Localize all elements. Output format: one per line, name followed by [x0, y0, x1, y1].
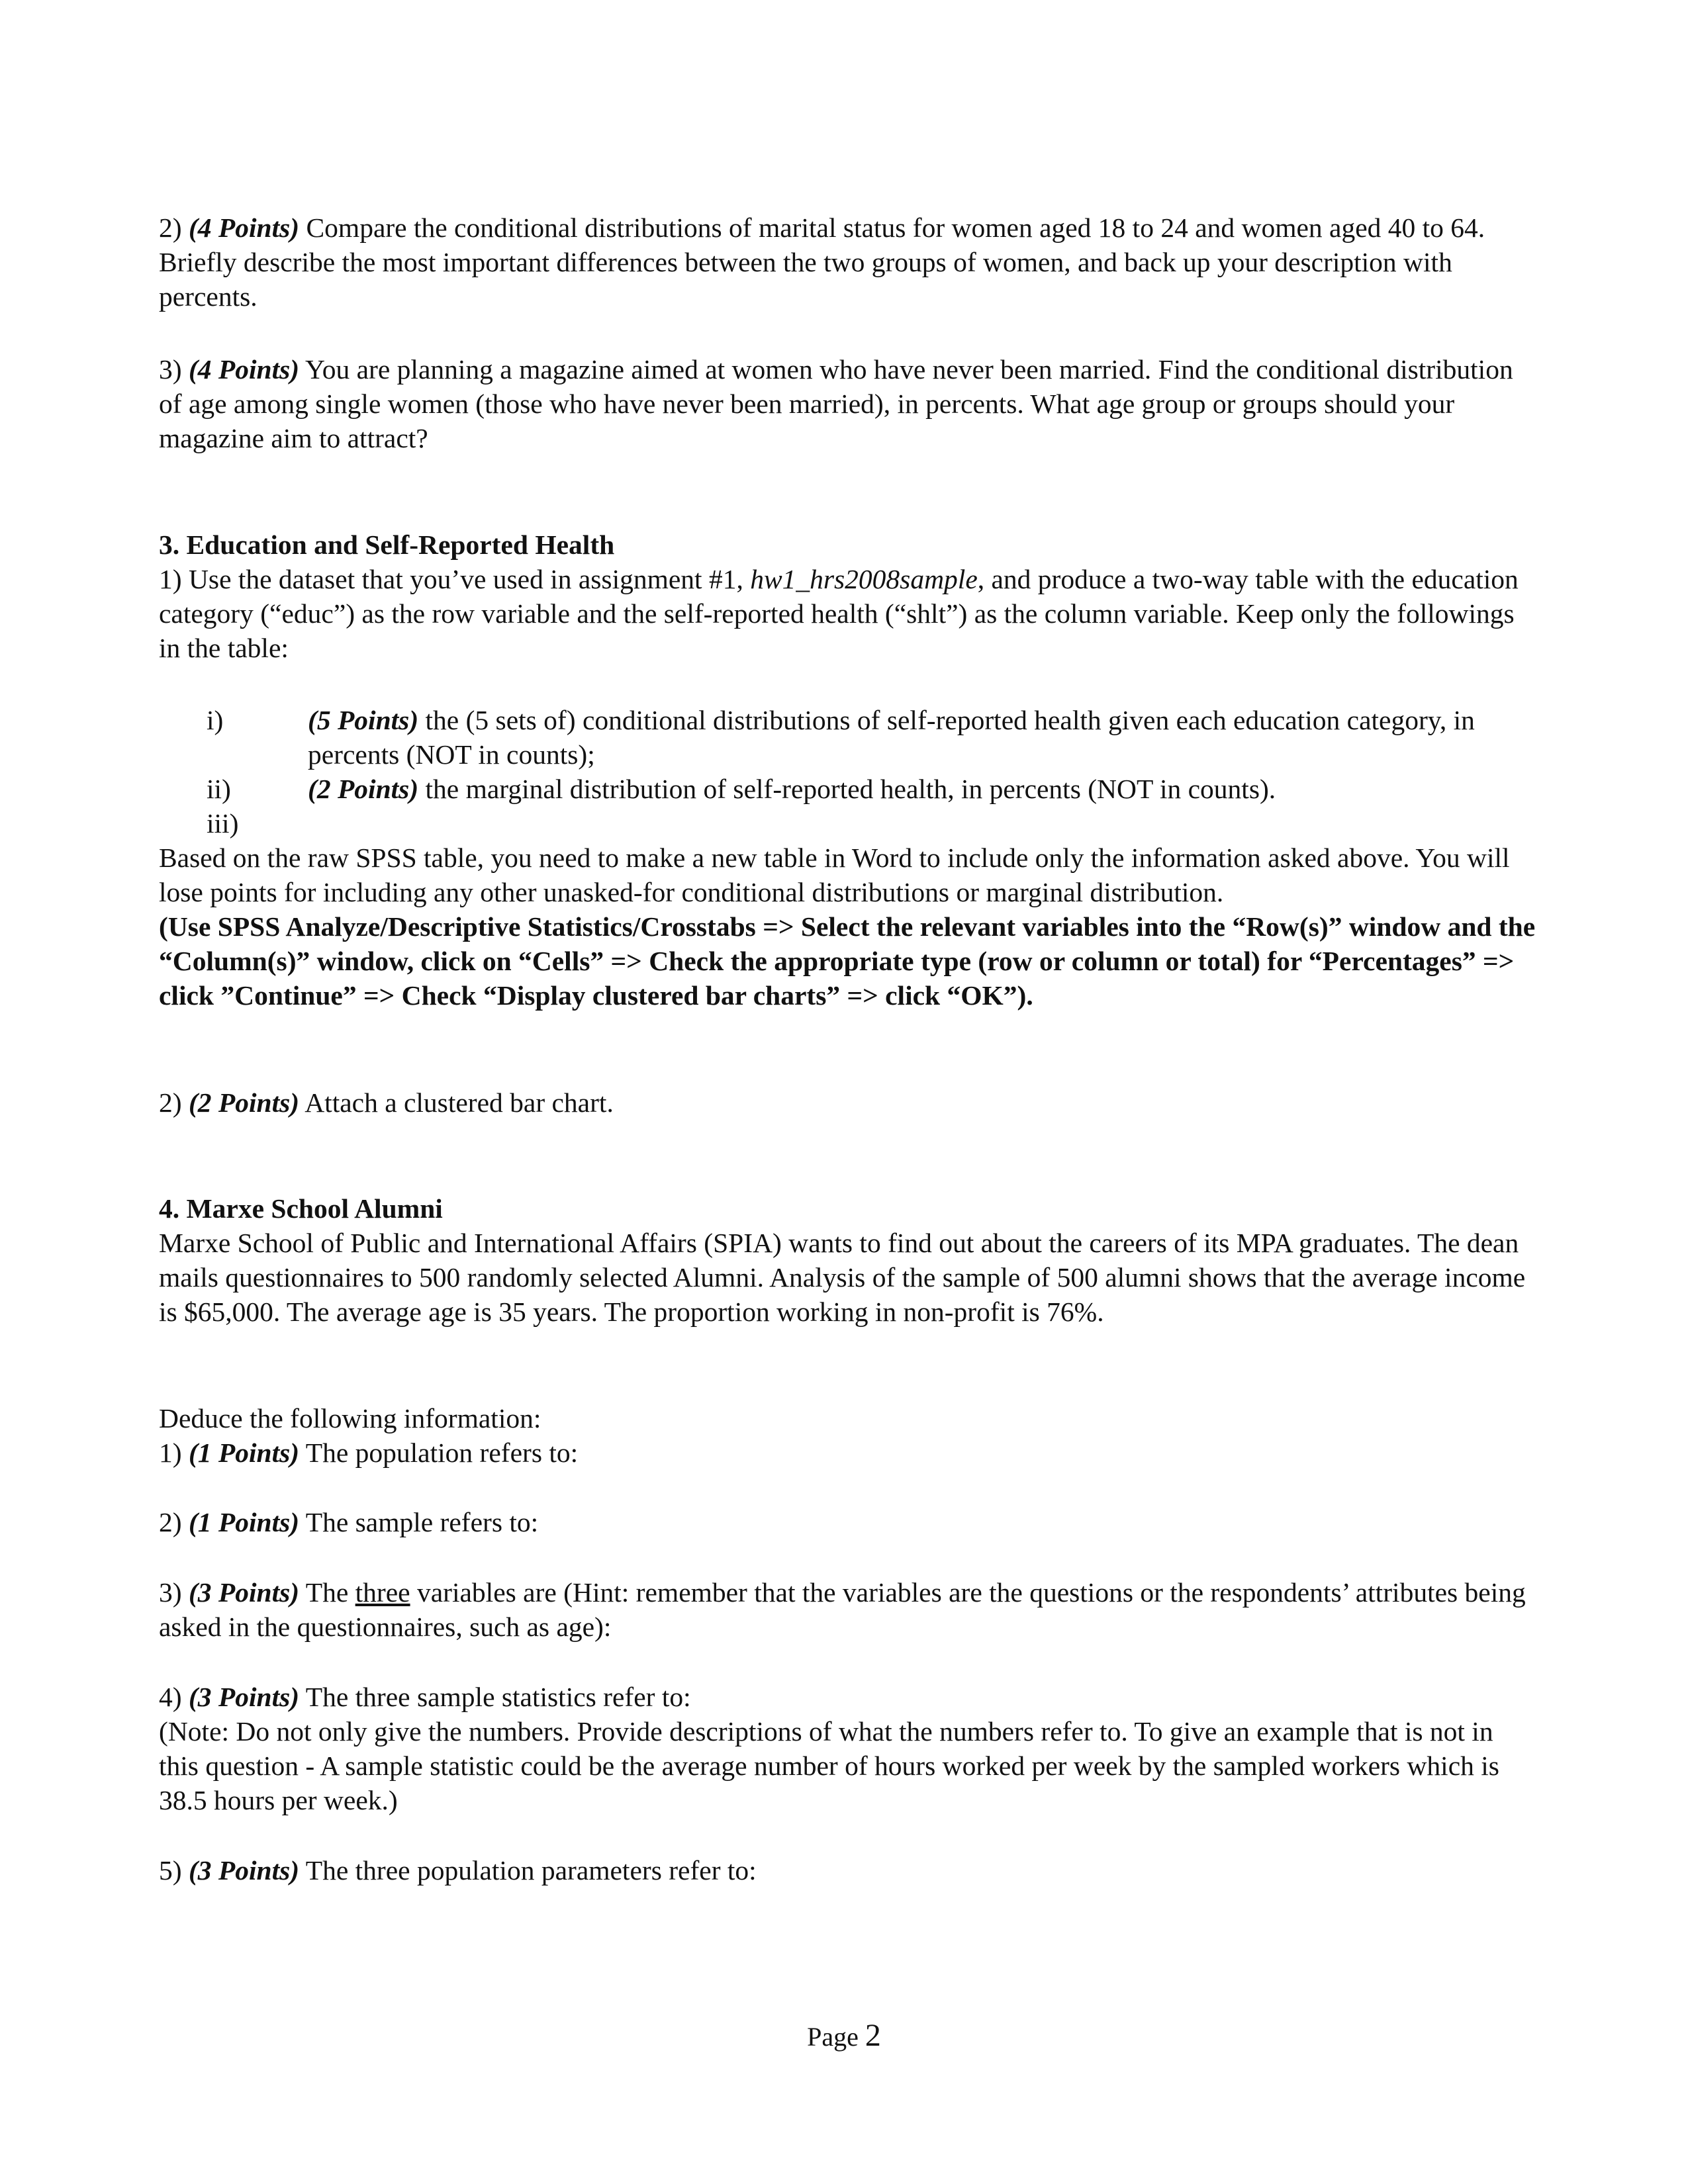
list-item-text: the (5 sets of) conditional distributions of self-reported health given each education category, in percents (NOT in counts);: [308, 705, 1475, 770]
points-label: (3 Points): [188, 1855, 300, 1886]
question-text: The: [299, 1577, 355, 1608]
question-text: The three sample statistics refer to:: [299, 1682, 691, 1712]
spss-instructions: (Use SPSS Analyze/Descriptive Statistics/Crosstabs => Select the relevant variables into the “Row(s)” window and the “Column(s)” window, click on “Cells” => Check the appropriate type (row or column or total) for “Percentages” => click ”Continue” => Check “Display clustered bar charts” => click “OK”).: [159, 911, 1536, 1011]
points-label: (4 Points): [188, 212, 300, 243]
question-2-3: [159, 352, 1536, 455]
question-text: 1) Use the dataset that you’ve used in assignment #1,: [159, 564, 751, 594]
underlined-word: three: [355, 1577, 410, 1608]
section-3-heading: 3. Education and Self-Reported Health: [159, 529, 615, 560]
points-label: (3 Points): [188, 1577, 300, 1608]
section-3-instructions: [159, 841, 1536, 1013]
question-number: 5): [159, 1855, 189, 1886]
section-4-question-3: [159, 1575, 1536, 1644]
question-number: 1): [159, 1437, 189, 1468]
section-3-subitems: [159, 703, 1536, 842]
points-label: (4 Points): [188, 354, 300, 385]
section-4-question-5: [159, 1853, 1536, 1888]
question-text-cont: variables are (Hint: remember that the variables are the questions or the respondents’ attributes being asked in the questionnaires, such as age):: [159, 1577, 1526, 1642]
points-label: (3 Points): [188, 1682, 300, 1712]
points-label: (1 Points): [188, 1437, 300, 1468]
section-3-question-2: [159, 1085, 1536, 1120]
section-3-question-1: [159, 562, 1536, 665]
list-item-number: ii): [207, 774, 231, 804]
question-text: Compare the conditional distributions of marital status for women aged 18 to 24 and women aged 40 to 64. Briefly describe the most important differences between the two groups of women, and back up your description with percents.: [159, 212, 1485, 312]
question-text-cont: , and produce a two-way table with the education category (“educ”) as the row variable and the self-reported health (“shlt”) as the column variable. Keep only the followings in the table:: [159, 564, 1519, 663]
points-label: (2 Points): [188, 1087, 300, 1118]
deduce-line: Deduce the following information:: [159, 1403, 541, 1433]
question-text: You are planning a magazine aimed at women who have never been married. Find the conditional distribution of age among single women (those who have never been married), in percents. What age group or groups should your magazine aim to attract?: [159, 354, 1513, 453]
dataset-name: hw1_hrs2008sample: [750, 564, 978, 594]
question-text: The three population parameters refer to:: [299, 1855, 757, 1886]
list-item-number: i): [207, 705, 224, 735]
points-label: (2 Points): [308, 774, 419, 804]
section-4-intro: Marxe School of Public and International Affairs (SPIA) wants to find out about the careers of its MPA graduates. The dean mails questionnaires to 500 randomly selected Alumni. Analysis of the sample of 500 alumni shows that the average income is $65,000. The average age is 35 years. The proportion working in non-profit is 76%.: [159, 1228, 1526, 1327]
list-item-text: the marginal distribution of self-reported health, in percents (NOT in counts).: [418, 774, 1276, 804]
question-2-2: [159, 210, 1536, 314]
note-text: (Note: Do not only give the numbers. Provide descriptions of what the numbers refer to. To give an example that is not in this question - A sample statistic could be the average number of hours worked per week by the sampled workers which is 38.5 hours per week.): [159, 1716, 1499, 1815]
question-number: 2): [159, 1087, 189, 1118]
question-number: 3): [159, 354, 189, 385]
question-text: The population refers to:: [299, 1437, 579, 1468]
list-item-number: iii): [207, 808, 239, 839]
question-text: Attach a clustered bar chart.: [299, 1087, 614, 1118]
question-text: The sample refers to:: [299, 1507, 539, 1537]
question-number: 3): [159, 1577, 189, 1608]
question-number: 2): [159, 1507, 189, 1537]
section-4-question-1: [159, 1435, 1536, 1470]
section-4-question-2: [159, 1505, 1536, 1539]
section-4-heading: 4. Marxe School Alumni: [159, 1193, 443, 1224]
instructions-text: Based on the raw SPSS table, you need to make a new table in Word to include only the information asked above. You will lose points for including any other unasked-for conditional distributions or marginal distribution.: [159, 842, 1510, 907]
question-number: 4): [159, 1682, 189, 1712]
question-number: 2): [159, 212, 189, 243]
page-label: Page: [807, 2022, 865, 2052]
section-4-question-4: [159, 1680, 1536, 1817]
page-number: 2: [865, 2018, 881, 2053]
points-label: (5 Points): [308, 705, 419, 735]
points-label: (1 Points): [188, 1507, 300, 1537]
page-footer: [0, 2019, 1688, 2054]
